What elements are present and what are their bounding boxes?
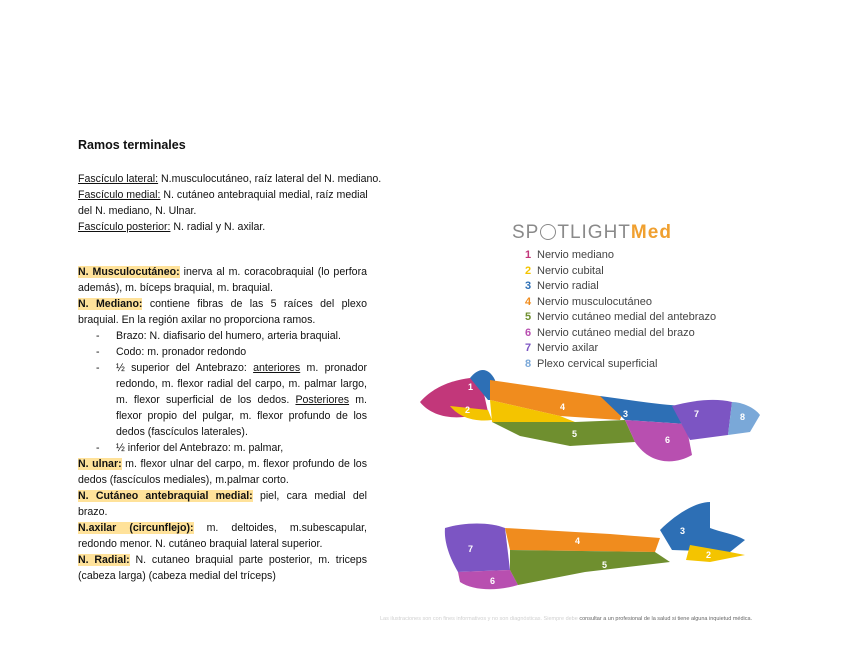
legend-num-2: 2 [525, 264, 532, 277]
posterior-label-3: 3 [680, 526, 686, 536]
item-posteriores-text: m. flexor propio del pulgar, m. flexor profundo de los dedos (fascículos laterales). [116, 394, 367, 438]
musculocutaneo-text: inerva al m. coracobraquial (lo perfora además), m. bíceps braquial, m. braquial. [78, 266, 367, 294]
logo-part-b: TLIGHT [557, 222, 631, 243]
arm-label-2: 2 [465, 405, 471, 415]
fasciculo-lateral-text: N.musculocutáneo, raíz lateral del N. mediano. [158, 173, 382, 185]
section-heading: Ramos terminales [78, 138, 186, 152]
radial-label: N. Radial: [78, 554, 130, 566]
legend-label-4: Nervio musculocutáneo [537, 295, 652, 308]
fasciculos-block [78, 171, 418, 235]
legend-num-5: 5 [525, 311, 532, 323]
item-anteriores: anteriores [253, 362, 301, 374]
legend-label-8: Plexo cervical superficial [537, 357, 658, 370]
list-item: - Codo: m. pronador redondo [96, 346, 247, 358]
legend-num-1: 1 [525, 249, 532, 261]
ulnar-paragraph [78, 456, 367, 488]
arm-label-4: 4 [560, 402, 566, 412]
posterior-label-2: 2 [706, 550, 712, 560]
mediano-label: N. Mediano: [78, 298, 143, 310]
arm-label-8: 8 [740, 412, 746, 422]
fasciculo-medial [78, 187, 368, 219]
legend-num-6: 6 [525, 326, 532, 339]
ulnar-text: m. flexor ulnar del carpo, m. flexor profundo de los dedos (fascículos mediales), m.palmar corto. [78, 458, 367, 486]
item-inferior: ½ inferior del Antebrazo: m. palmar, [116, 442, 284, 454]
posterior-label-7: 7 [468, 544, 474, 554]
list-item: - Brazo: N. diafisario del humero, arteria braquial. [96, 330, 341, 342]
fasciculo-medial-text: N. cutáneo antebraquial medial, raíz medial del N. mediano, N. Ulnar. [78, 189, 368, 217]
posterior-forearm-green [510, 550, 670, 585]
item-superior-prefix: ½ superior del Antebrazo: [116, 362, 254, 374]
legend-num-3: 3 [525, 280, 532, 292]
musculocutaneo-label: N. Musculocutáneo: [78, 266, 180, 278]
legend-label-7: Nervio axilar [537, 342, 599, 354]
list-item: - ½ inferior del Antebrazo: m. palmar, [96, 442, 284, 454]
arm-label-6: 6 [665, 435, 671, 445]
radial-paragraph [78, 552, 367, 584]
legend-label-1: Nervio mediano [537, 249, 615, 261]
legend-label-5: Nervio cutáneo medial del antebrazo [537, 311, 717, 323]
fasciculo-lateral-label: Fascículo lateral: [78, 173, 159, 185]
legend-label-3: Nervio radial [537, 280, 599, 292]
list-item: - ½ superior del Antebrazo: anteriores m. pronador redondo, m. flexor radial del carpo, m. palmar largo, m. flexor superficial de los dedos. Posteriores m. flexor propio del pulgar, m. flexor profundo de los dedos (fascículos laterales). [96, 362, 367, 438]
logo-med: Med [630, 222, 672, 243]
mediano-text: contiene fibras de las 5 raíces del plexo braquial. En la región axilar no proporciona ramos. [78, 298, 367, 326]
cutaneo-text: piel, cara medial del brazo. [78, 490, 367, 518]
disclaimer-text: consultar a un profesional de la salud si tiene alguna inquietud médica. [579, 616, 753, 622]
fasciculo-lateral [78, 171, 418, 187]
arm-nerve-figure [410, 210, 770, 640]
arm-posterior-illustration [410, 210, 770, 640]
legend-num-8: 8 [525, 357, 532, 370]
posterior-medial-cutaneous-arm [458, 570, 518, 589]
arm-label-1: 1 [468, 382, 474, 392]
musculocutaneo-paragraph [78, 264, 367, 296]
mediano-sublist [78, 328, 367, 456]
fasciculo-posterior [78, 219, 418, 235]
legend-label-2: Nervio cubital [537, 264, 604, 277]
posterior-label-5: 5 [602, 560, 608, 570]
item-anteriores-text: m. pronador redondo, m. flexor radial del carpo, m. palmar largo, m. flexor superficial de los dedos. [116, 362, 367, 406]
legend-num-4: 4 [525, 295, 532, 308]
arm-label-5: 5 [572, 429, 578, 439]
posterior-axillary [445, 524, 510, 573]
item-brazo: Brazo: N. diafisario del humero, arteria braquial. [116, 330, 341, 342]
axilar-paragraph [78, 520, 367, 552]
mediano-paragraph [78, 296, 367, 328]
figure-disclaimer [380, 616, 752, 622]
posterior-hand-radial [660, 502, 745, 552]
arm-label-3: 3 [623, 409, 629, 419]
item-posteriores: Posteriores [295, 394, 350, 406]
ulnar-label: N. ulnar: [78, 458, 122, 470]
logo-part-a: SP [512, 222, 540, 243]
axilar-label: N.axilar (circunflejo): [78, 522, 194, 534]
fasciculo-medial-label: Fascículo medial: [78, 189, 161, 201]
item-codo: Codo: m. pronador redondo [116, 346, 247, 358]
radial-text: N. cutaneo braquial parte posterior, m. triceps (cabeza larga) (cabeza medial del tríceps) [78, 554, 368, 582]
legend-label-6: Nervio cutáneo medial del brazo [537, 326, 695, 339]
cutaneo-label: N. Cutáneo antebraquial medial: [78, 490, 253, 502]
fasciculo-posterior-label: Fascículo posterior: [78, 221, 171, 233]
arm-label-7: 7 [694, 409, 700, 419]
axilar-text: m. deltoides, m.subescapular, redondo menor. N. cutáneo braquial lateral superior. [78, 522, 368, 550]
disclaimer-faint: Las ilustraciones son con fines informativos y no son diagnósticas. Siempre debe [380, 616, 578, 622]
posterior-label-4: 4 [575, 536, 581, 546]
posterior-forearm-musculocutaneous [505, 528, 660, 552]
fasciculo-posterior-text: N. radial y N. axilar. [170, 221, 266, 233]
cutaneo-paragraph [78, 488, 367, 520]
legend-num-7: 7 [525, 342, 532, 354]
posterior-label-6: 6 [490, 576, 496, 586]
nerves-body [78, 264, 367, 584]
